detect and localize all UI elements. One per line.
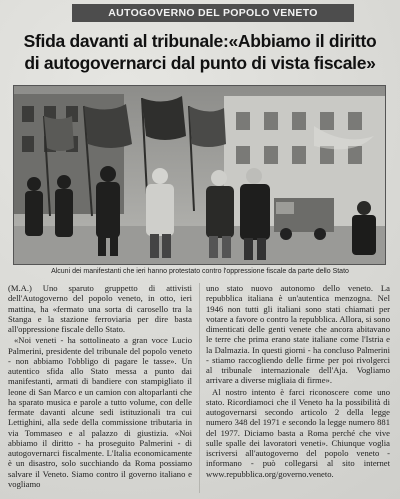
headline — [14, 30, 386, 74]
protest-photo — [13, 85, 386, 265]
protest-photo-illustration — [14, 86, 385, 264]
photo-caption: Alcuni dei manifestanti che ieri hanno protestato contro l'oppressione fiscale da parte dello Stato — [51, 268, 349, 275]
article-paragraph: uno stato nuovo autonomo dello veneto. La repubblica italiana è un'autentica menzogna. Nel 1946 non tutti gli italiani sono stati chiamati per votare a favore o contro la repubblica. Allora, si sono dimenticati delle genti venete che ancora abitavano le terre che prima erano state italiane come l'Istria e la Dalmazia. In questi giorni - ha concluso Palmerini - stiamo raccogliendo delle firme per poi rivolgerci al tribunale internazionale dell'Aja. Vogliamo arrivare a diverse migliaia di firme». — [206, 283, 390, 386]
article-column-right — [206, 283, 390, 479]
article-paragraph: «Noi veneti - ha sottolineato a gran voce Lucio Palmerini, presidente del tribunale del popolo veneto - non abbiamo l'obbligo di pagare le tasse». Un autentico sfida allo Stato messa a punto dai manifestanti, armati di bandiere con stampigliato il leone di San Marco e un camion con altoparlanti che ha sparato musica e parole a tutto volume, con delle fermate davanti alcune sedi istituzionali tra cui Lettighini, alla sede della commissione tributaria in via Tommaseo e al palazzo di giustizia. «Noi abbiamo il diritto - ha proseguito Palmerini - di autogovernarci fiscalmente. L'Italia economicamente è un disastro, solo succhiando da Roma possiamo salvare il Veneto. Siamo contro il governo italiano e vogliamo — [8, 335, 192, 489]
column-divider — [199, 283, 200, 493]
article-paragraph: Al nostro intento è farci riconoscere come uno stato. Ricordiamoci che il Veneto ha la possibilità di autogovernarsi secondo articolo 2 della legge numero 348 del 1971 e secondo la legge numero 881 del 1977. Diciamo basta a Roma perché che vive sulle spalle dei lavoratori veneti». Chiunque voglia iscriversi all'autogoverno del popolo veneto - informano - può collegarsi al sito internet www.repubblica.org/governo.veneto. — [206, 386, 390, 479]
article-column-left — [8, 283, 192, 489]
article-paragraph: (M.A.) Uno sparuto gruppetto di attivisti dell'Autogoverno del popolo veneto, in otto, ieri mattina, ha «fermato una sorta di carosello tra la Stanga e la stazione ferroviaria per dire basta all'oppressione fiscale dello Stato. — [8, 283, 192, 334]
headline-line-2: di autogovernarci dal punto di vista fiscale» — [24, 53, 376, 73]
headline-line-1: Sfida davanti al tribunale:«Abbiamo il diritto — [23, 31, 377, 51]
section-kicker: AUTOGOVERNO DEL POPOLO VENETO — [72, 4, 354, 22]
